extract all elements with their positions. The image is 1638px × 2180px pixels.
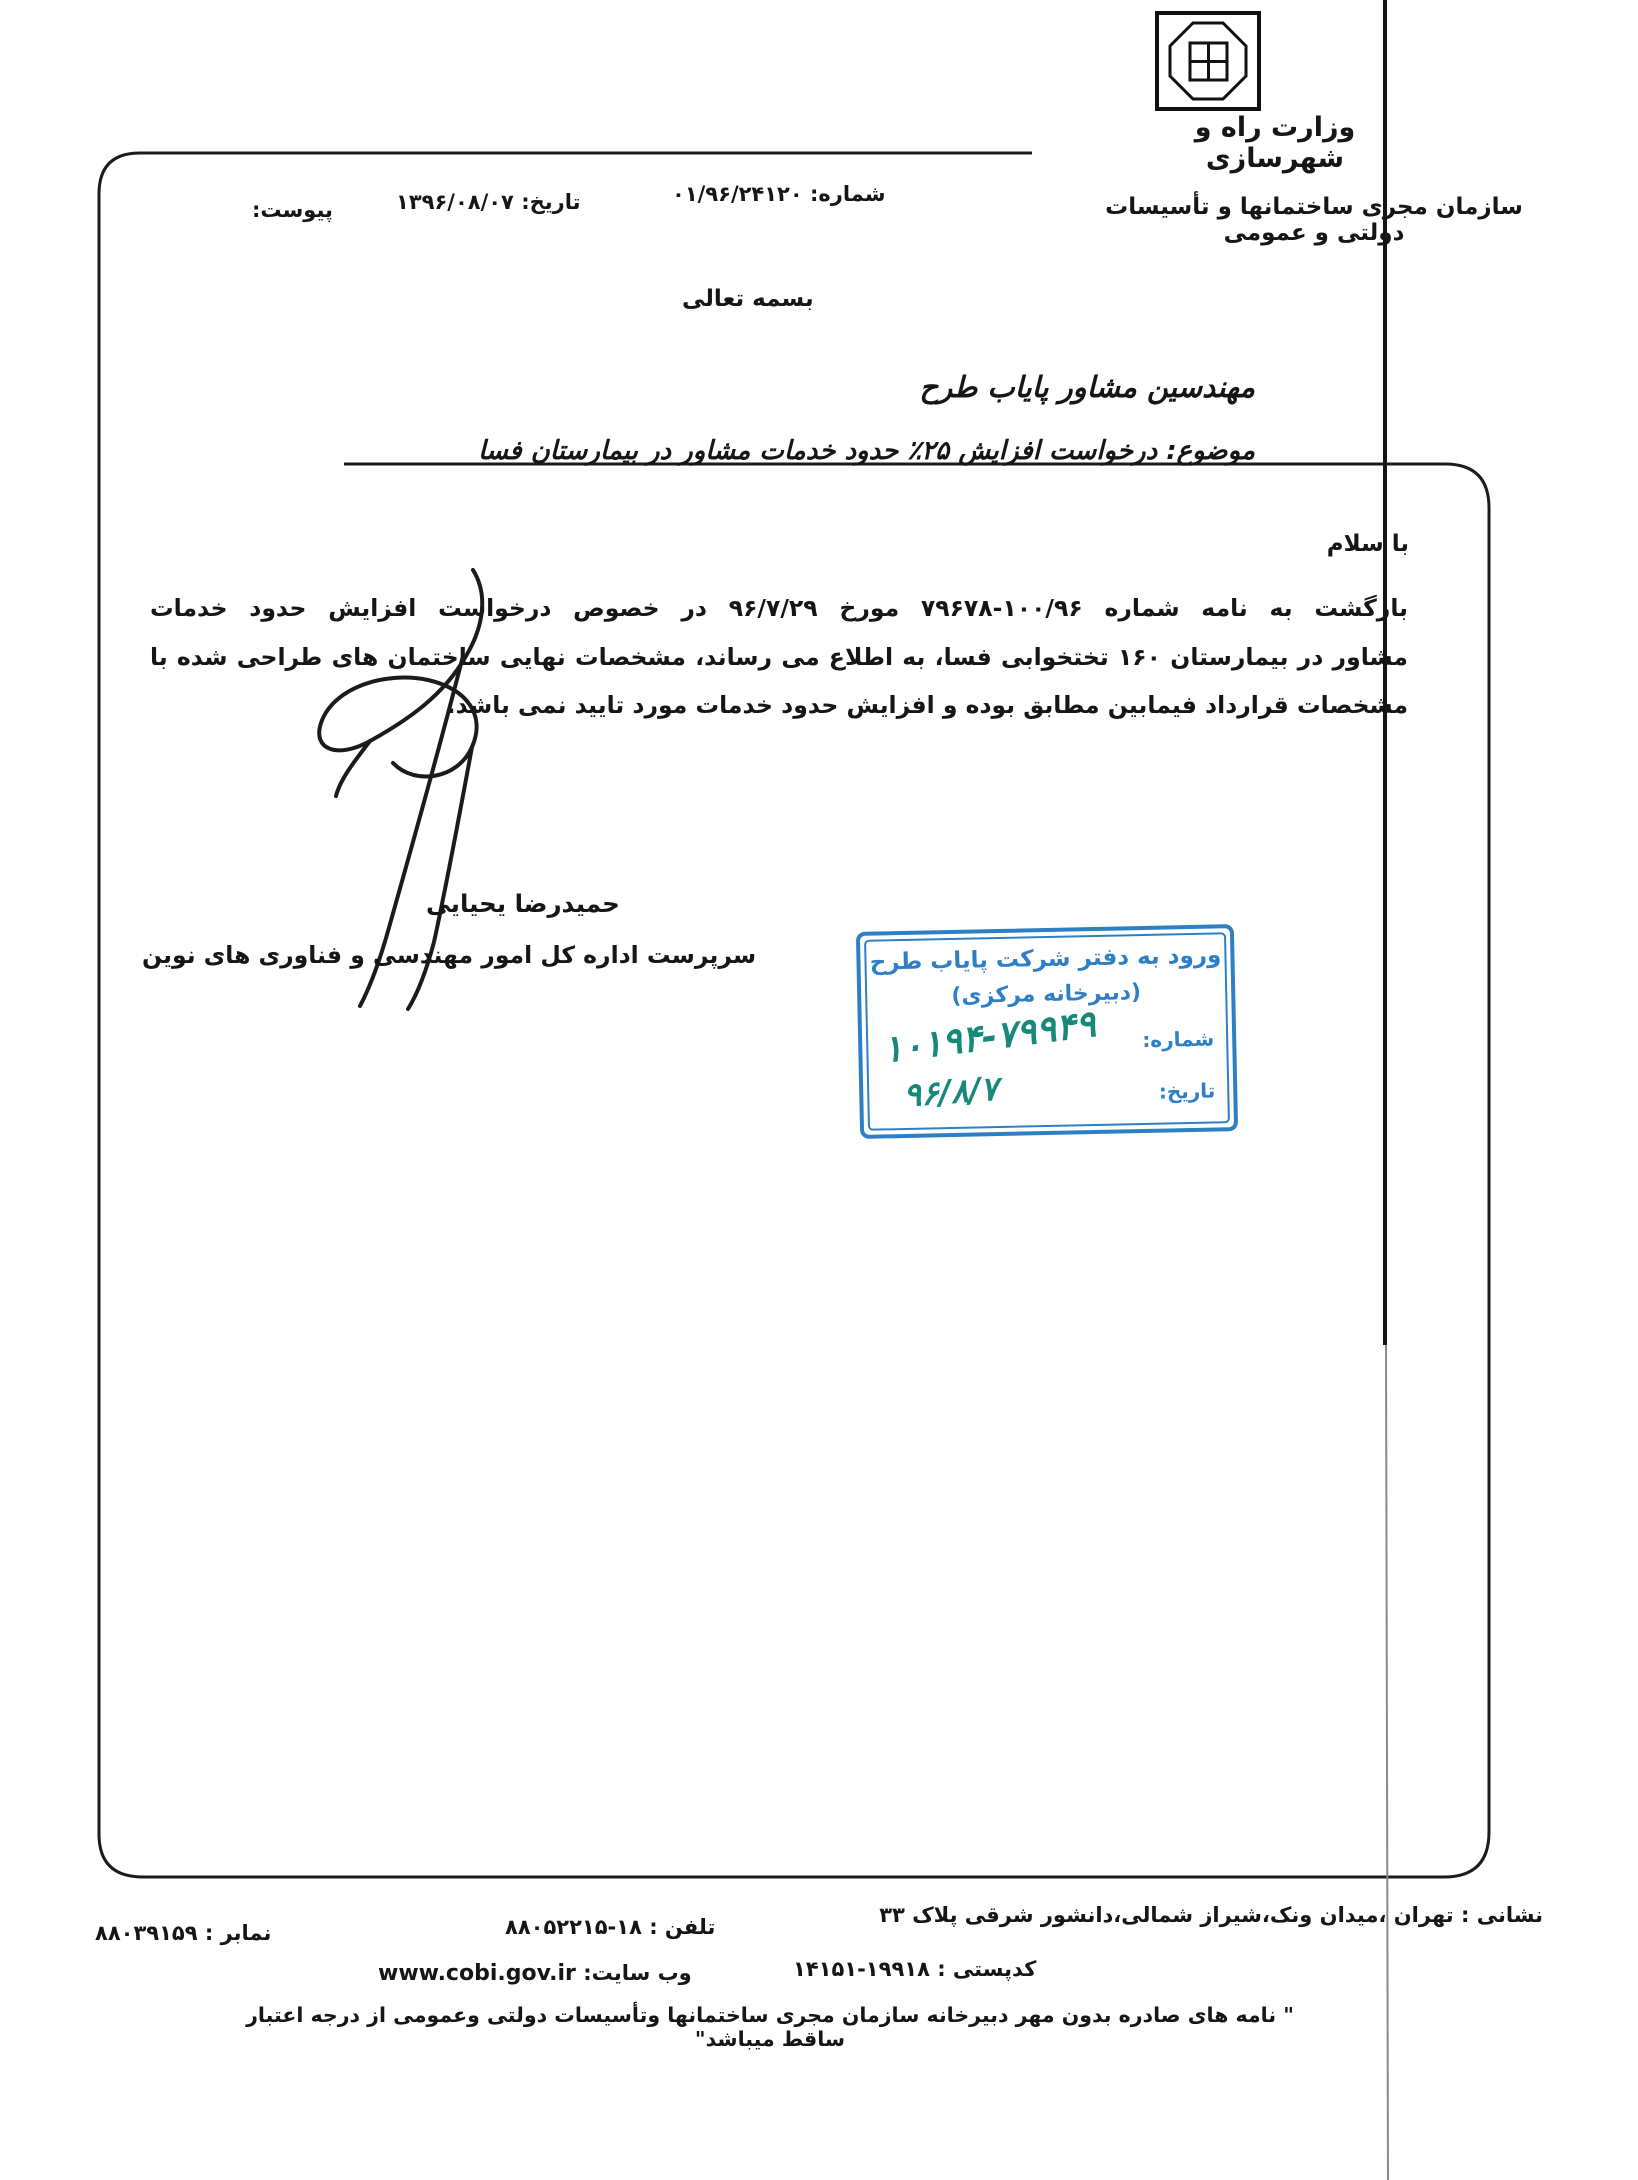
letter-date-value: ۱۳۹۶/۰۸/۰۷ (396, 190, 514, 214)
letter-date-label: تاریخ: (521, 190, 581, 214)
website-label: وب سایت: (575, 1961, 692, 1985)
stamp-date-handwritten: ۹۶/۸/۷ (901, 1068, 1000, 1115)
attachment-label: پیوست: (252, 198, 333, 222)
field-letter-date (396, 190, 580, 214)
besmeleh-line: بسمه تعالی (682, 286, 814, 312)
signer-title: سرپرست اداره کل امور مهندسی و فناوری های نوین (142, 941, 757, 969)
stamp-subtitle: (دبیرخانه مرکزی) (951, 980, 1142, 1009)
fax-label: نمابر : (197, 1921, 272, 1945)
stamp-number-handwritten: ۱۰۱۹۴-۷۹۹۴۹ (880, 1001, 1099, 1072)
letter-number-label: شماره: (810, 182, 886, 206)
footer-fax (95, 1921, 271, 1945)
entry-stamp-inner-border (864, 932, 1230, 1131)
footer-disclaimer: " نامه های صادره بدون مهر دبیرخانه سازمان مجری ساختمانها وتأسیسات دولتی وعمومی از درجه اعتبار ساقط میباشد" (246, 2003, 1294, 2051)
ministry-emblem-logo (1152, 8, 1266, 116)
greeting-line: با سلام (1326, 531, 1409, 557)
ministry-title: وزارت راه و شهرسازی (1194, 112, 1356, 174)
organization-name: سازمان مجری ساختمانها و تأسیسات دولتی و عمومی (1105, 194, 1523, 246)
signer-name: حمیدرضا یحیایی (426, 889, 620, 918)
recipient-line: مهندسین مشاور پایاب طرح (919, 370, 1255, 404)
stamp-date-label: تاریخ: (1158, 1078, 1216, 1104)
field-letter-number (672, 182, 886, 206)
footer-address: نشانی : تهران ،میدان ونک،شیراز شمالی،دانشور شرقی پلاک ۳۳ (879, 1903, 1543, 1927)
subject-line: موضوع: درخواست افزایش ۲۵٪ حدود خدمات مشاور در بیمارستان فسا (478, 436, 1255, 466)
stamp-number-label: شماره: (1142, 1026, 1215, 1053)
footer-postal-code (793, 1957, 1036, 1981)
field-attachment (252, 198, 333, 222)
website-url: www.cobi.gov.ir (378, 1961, 576, 1986)
postal-value: ۱۴۱۵۱-۱۹۹۱۸ (793, 1957, 930, 1981)
body-line-2: مشاور در بیمارستان ۱۶۰ تختخوابی فسا، به اطلاع می رساند، مشخصات نهایی ساختمان های طراحی شده با (150, 642, 1408, 671)
stamp-title: ورود به دفتر شرکت پایاب طرح (869, 942, 1222, 976)
footer-website (378, 1961, 692, 1986)
entry-stamp (856, 924, 1238, 1139)
phone-value: ۸۸۰۵۲۲۱۵-۱۸ (505, 1915, 642, 1939)
phone-label: تلفن : (641, 1915, 716, 1939)
body-line-1: بازگشت به نامه شماره ۱۰۰/۹۶-۷۹۶۷۸ مورخ ۹۶/۷/۲۹ در خصوص درخواست افزایش حدود خدمات (150, 594, 1408, 622)
letter-number-value: ۰۱/۹۶/۲۴۱۲۰ (672, 182, 803, 206)
fax-value: ۸۸۰۳۹۱۵۹ (95, 1921, 198, 1945)
postal-label: کدپستی : (929, 1957, 1037, 1981)
body-line-3: مشخصات قرارداد فیمابین مطابق بوده و افزایش حدود خدمات مورد تایید نمی باشد. (446, 691, 1408, 719)
footer-phone (505, 1915, 715, 1939)
